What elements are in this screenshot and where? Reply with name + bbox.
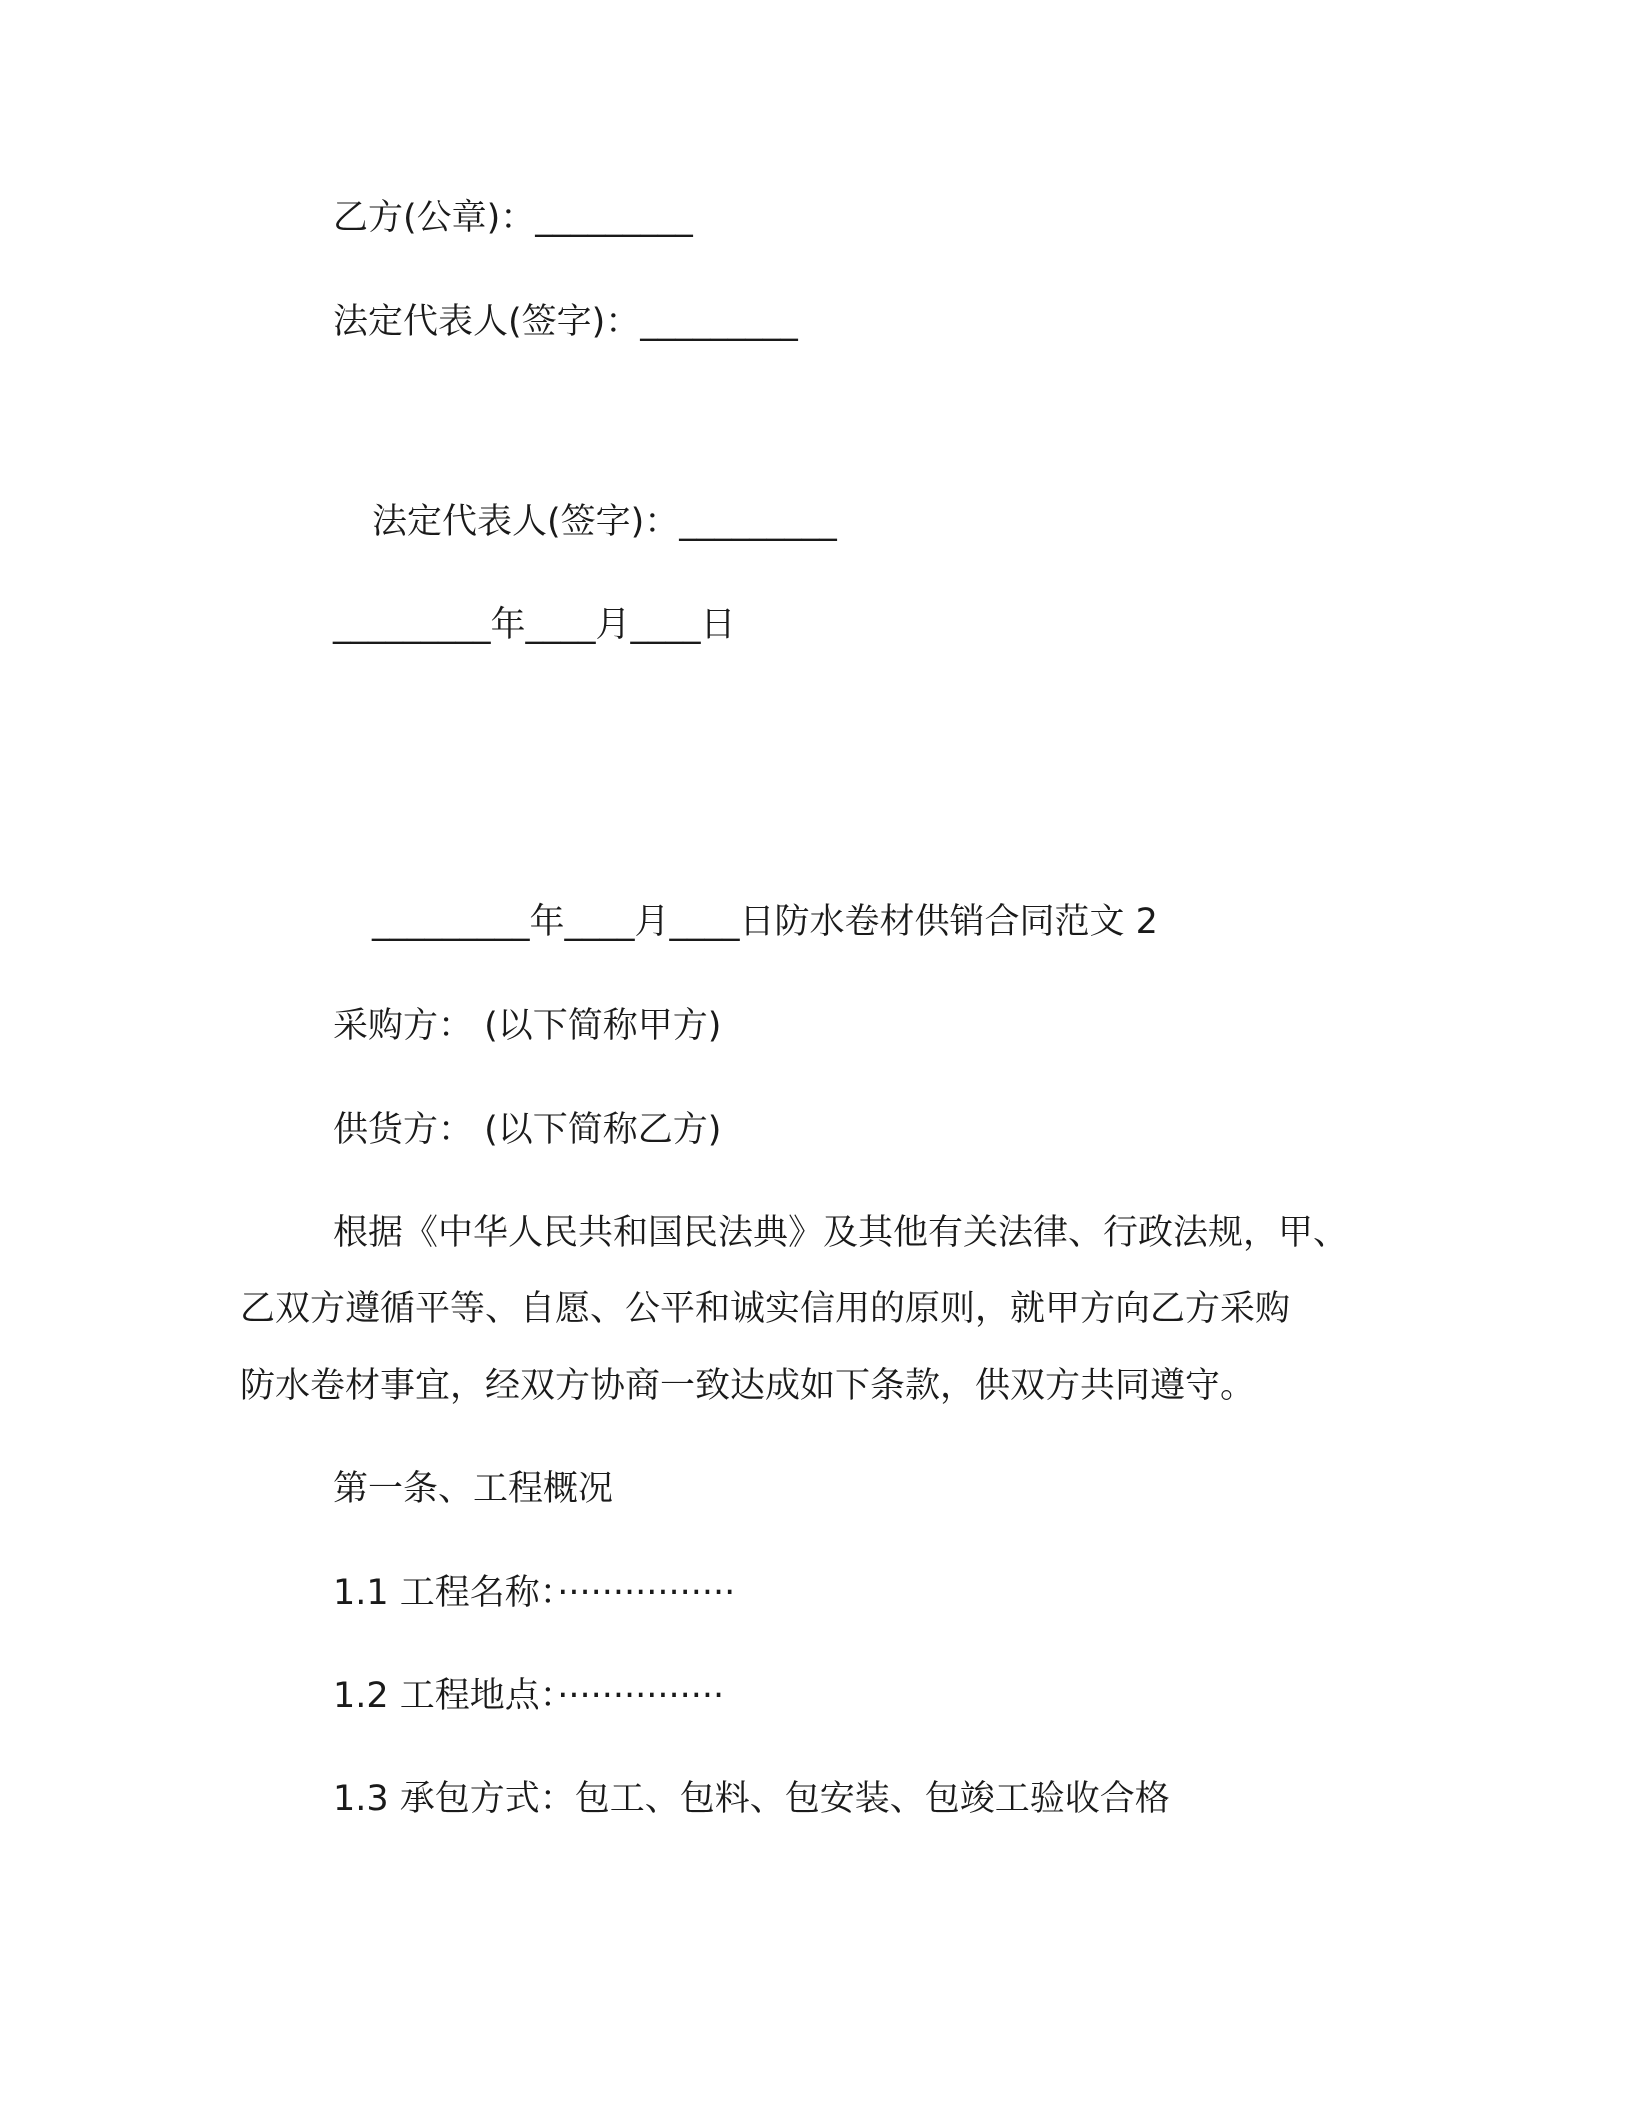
party-b-seal-line: 乙方(公章)：_________ <box>333 198 693 238</box>
purchaser-line: 采购方： (以下简称甲方) <box>333 1006 722 1046</box>
project-name-line: 1.1 工程名称：················ <box>333 1573 736 1613</box>
supplier-line: 供货方： (以下简称乙方) <box>333 1110 722 1150</box>
paragraph-line-2: 乙双方遵循平等、自愿、公平和诚实信用的原则，就甲方向乙方采购 <box>240 1289 1291 1329</box>
date-line: _________年____月____日 <box>333 605 736 645</box>
project-location-line: 1.2 工程地点：··············· <box>333 1676 725 1716</box>
paragraph-line-3: 防水卷材事宜，经双方协商一致达成如下条款，供双方共同遵守。 <box>240 1366 1256 1406</box>
paragraph-line-1: 根据《中华人民共和国民法典》及其他有关法律、行政法规，甲、 <box>333 1213 1349 1253</box>
contract-title: _________年____月____日防水卷材供销合同范文 2 <box>372 902 1158 942</box>
legal-representative-line-2: 法定代表人(签字)：_________ <box>372 502 837 542</box>
contracting-method-line: 1.3 承包方式：包工、包料、包安装、包竣工验收合格 <box>333 1779 1170 1819</box>
legal-representative-line: 法定代表人(签字)：_________ <box>333 302 798 342</box>
article-one-heading: 第一条、工程概况 <box>333 1469 614 1509</box>
